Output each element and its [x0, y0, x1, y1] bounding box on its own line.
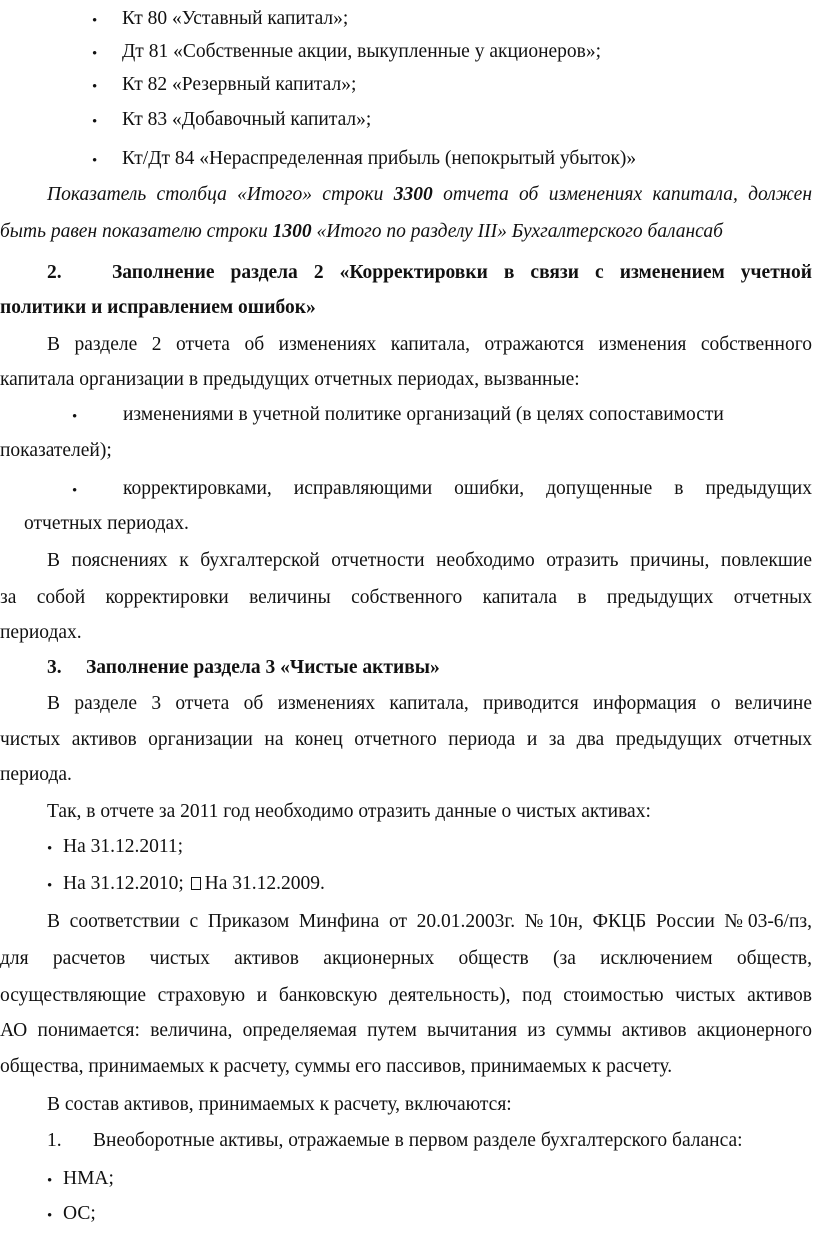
paragraph-line: В разделе 2 отчета об изменениях капитала, отражаются изменения собственного	[47, 334, 812, 355]
item-text: Внеоборотные активы, отражаемые в первом разделе бухгалтерского баланса:	[93, 1130, 743, 1151]
bullet: •	[47, 878, 53, 894]
bullet: •	[92, 79, 98, 95]
bullet: •	[92, 114, 98, 130]
paragraph-line: периодах.	[0, 622, 82, 643]
paragraph-line: чистых активов организации на конец отчетного периода и за два предыдущих отчетных	[0, 729, 812, 750]
bullet: •	[47, 1173, 53, 1189]
section-3-number: 3.	[47, 657, 62, 678]
paragraph-line: В состав активов, принимаемых к расчету, включаются:	[47, 1094, 512, 1115]
section-3-title: Заполнение раздела 3 «Чистые активы»	[86, 657, 440, 678]
missing-glyph-box-icon	[191, 877, 201, 890]
paragraph-line: капитала организации в предыдущих отчетных периодах, вызванные:	[0, 369, 580, 390]
bullet: •	[72, 483, 78, 499]
bullet: •	[92, 153, 98, 169]
paragraph-line: для расчетов чистых активов акционерных обществ (за исключением обществ,	[0, 948, 812, 969]
bullet: •	[47, 841, 53, 857]
entry-line: Кт 83 «Добавочный капитал»;	[122, 109, 372, 130]
bullet-text: корректировками, исправляющими ошибки, допущенные в предыдущих	[123, 478, 812, 499]
bullet: •	[72, 409, 78, 425]
bullet: •	[47, 1208, 53, 1224]
paragraph-line: В соответствии с Приказом Минфина от 20.01.2003г. №10н, ФКЦБ России №03-6/пз,	[47, 911, 812, 932]
bullet-text: показателей);	[0, 440, 112, 461]
section-2-title-line-1: Заполнение раздела 2 «Корректировки в связи с изменением учетной	[112, 262, 812, 283]
paragraph-line: АО понимается: величина, определяемая путем вычитания из суммы активов акционерного	[0, 1020, 812, 1041]
entry-line: Дт 81 «Собственные акции, выкупленные у акционеров»;	[122, 41, 602, 62]
paragraph-line: периода.	[0, 764, 72, 785]
entry-line: Кт/Дт 84 «Нераспределенная прибыль (непокрытый убыток)»	[122, 148, 637, 169]
paragraph-line: общества, принимаемых к расчету, суммы его пассивов, принимаемых к расчету.	[0, 1056, 673, 1077]
bullet: •	[92, 13, 98, 29]
paragraph-line: В разделе 3 отчета об изменениях капитала, приводится информация о величине	[47, 693, 812, 714]
date-item: На 31.12.2010;	[63, 873, 184, 894]
section-2-number: 2.	[47, 262, 62, 283]
entry-line: Кт 82 «Резервный капитал»;	[122, 74, 357, 95]
bullet: •	[92, 46, 98, 62]
sub-item: НМА;	[63, 1168, 114, 1189]
entry-line: Кт 80 «Уставный капитал»;	[122, 8, 349, 29]
paragraph-line: за собой корректировки величины собственного капитала в предыдущих отчетных	[0, 587, 812, 608]
date-item: На 31.12.2009.	[204, 873, 325, 894]
date-item-row	[63, 869, 325, 899]
note-line-2: быть равен показателю строки 1300 «Итого по разделу III» Бухгалтерского балансаб	[0, 221, 723, 242]
section-2-title-line-2: политики и исправлением ошибок»	[0, 297, 316, 318]
date-item: На 31.12.2011;	[63, 836, 184, 857]
note-line-1: Показатель столбца «Итого» строки 3300 отчета об изменениях капитала, должен	[47, 184, 813, 205]
item-number: 1.	[47, 1130, 62, 1151]
sub-item: ОС;	[63, 1203, 96, 1224]
bullet-text: отчетных периодах.	[24, 513, 189, 534]
paragraph-line: Так, в отчете за 2011 год необходимо отразить данные о чистых активах:	[47, 801, 651, 822]
paragraph-line: В пояснениях к бухгалтерской отчетности необходимо отразить причины, повлекшие	[47, 550, 812, 571]
bullet-text: изменениями в учетной политике организаций (в целях сопоставимости	[123, 404, 724, 425]
paragraph-line: осуществляющие страховую и банковскую деятельность), под стоимостью чистых активов	[0, 985, 812, 1006]
